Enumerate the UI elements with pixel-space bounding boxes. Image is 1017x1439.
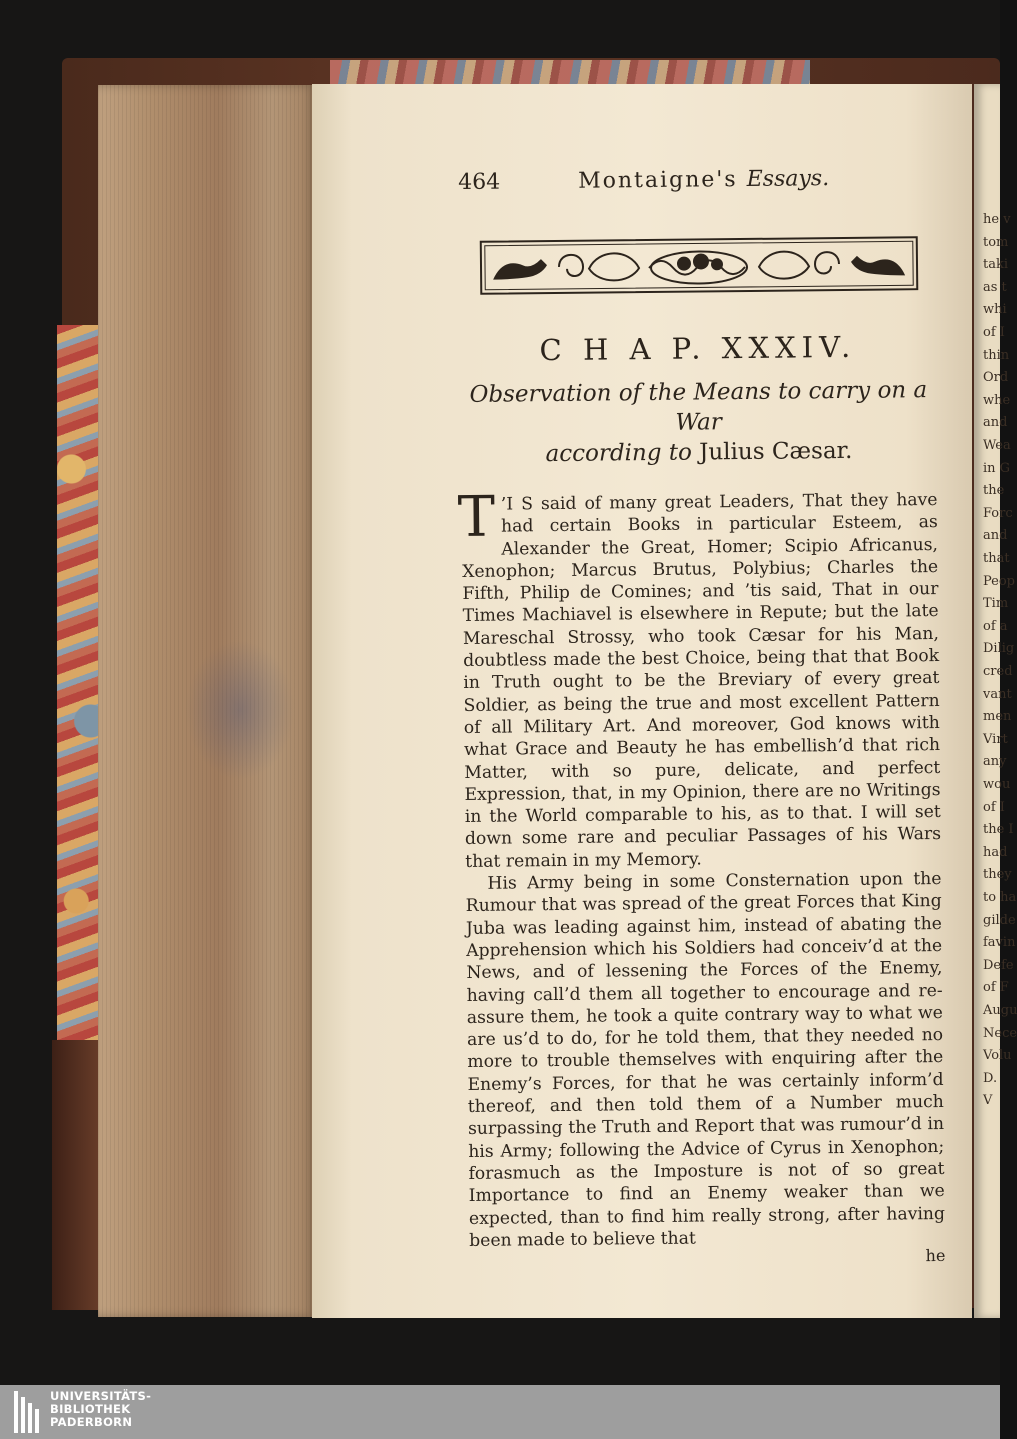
adjacent-page-fragment: Volu bbox=[983, 1048, 1012, 1064]
library-name-line-3: PADERBORN bbox=[50, 1415, 133, 1429]
adjacent-page-fragment: Augu bbox=[983, 1003, 1017, 1018]
adjacent-page-fragment: wou bbox=[983, 777, 1011, 792]
catchword: he bbox=[925, 1246, 946, 1266]
subtitle-italic: according to bbox=[545, 439, 693, 468]
adjacent-page-fragment: of I bbox=[983, 799, 1005, 815]
adjacent-page-fragment: cred bbox=[983, 664, 1013, 679]
adjacent-page-fragment: tom bbox=[983, 234, 1009, 250]
library-footer bbox=[0, 1385, 1000, 1439]
chapter-number: C H A P. XXXIV. bbox=[539, 329, 857, 368]
adjacent-page-fragment: vant bbox=[983, 686, 1012, 702]
adjacent-page-fragment: D. bbox=[983, 1070, 998, 1086]
adjacent-page-fragment: of I bbox=[983, 325, 1005, 340]
adjacent-page-fragment: thin bbox=[983, 347, 1010, 363]
adjacent-page-fragment: men bbox=[983, 709, 1012, 725]
adjacent-page-fragment: Dilig bbox=[983, 641, 1015, 657]
ornament-icon bbox=[479, 235, 920, 296]
adjacent-page-fragment: and bbox=[983, 415, 1008, 431]
body-text bbox=[457, 484, 946, 1272]
ink-stain bbox=[185, 640, 295, 780]
chapter-subtitle bbox=[460, 375, 937, 470]
adjacent-page-fragment: Ord bbox=[983, 370, 1009, 386]
adjacent-page-fragment: of F bbox=[983, 980, 1009, 996]
adjacent-page-fragment: the I bbox=[983, 822, 1014, 838]
library-name-line-1: UNIVERSITÄTS- bbox=[50, 1389, 152, 1403]
opening-apostrophe: ’ bbox=[500, 494, 507, 515]
adjacent-page-fragment: favin bbox=[983, 935, 1016, 951]
library-logo-icon bbox=[14, 1391, 44, 1433]
paragraph-1 bbox=[457, 484, 942, 873]
subtitle-line-1: Observation of the Means to carry on a War bbox=[469, 377, 928, 436]
adjacent-page-fragment: whi bbox=[983, 302, 1007, 318]
library-name bbox=[50, 1390, 151, 1429]
adjacent-page-fragment: Nece bbox=[983, 1025, 1017, 1041]
decorative-headpiece bbox=[479, 235, 920, 296]
adjacent-page-fragment: gilde bbox=[983, 912, 1016, 928]
adjacent-page-fragment: to ha bbox=[983, 890, 1017, 905]
subtitle-line-2 bbox=[461, 435, 937, 470]
adjacent-page-fragment: the bbox=[983, 483, 1005, 499]
adjacent-page-fragment: taki bbox=[983, 257, 1009, 273]
adjacent-page-edge bbox=[974, 84, 1017, 1318]
adjacent-page-fragment: V bbox=[983, 1093, 993, 1109]
subtitle-roman: Julius Cæsar. bbox=[699, 437, 853, 466]
paragraph-2: His Army being in some Consternation upon the Rumour that was spread of the great Forces that King Juba was leading against him, instead of abating the Apprehension which his Soldiers had conceiv’d at the News, and of lessening the Forces of the Enemy, having call’d them all together to encourage and re-assure them, he took a quite contrary way to what we are us’d to do, for he told them, that they needed no more to trouble themselves with enquiring after the Enemy’s Forces, for that he was certainly inform’d thereof, and then told them of a Number much surpassing the Truth and Report that was rumour’d in his Army; following the Advice of Cyrus in Xenophon; forasmuch as the Imposture is not of so great Importance to find an Enemy weaker than we expected, than to find him really strong, after having been made to believe that bbox=[465, 869, 946, 1251]
adjacent-page-fragment: Tim bbox=[983, 596, 1009, 612]
adjacent-page-fragment: any bbox=[983, 754, 1007, 770]
adjacent-page-fragment: of a bbox=[983, 618, 1008, 634]
adjacent-page-fragment: Defe bbox=[983, 957, 1014, 973]
library-name-line-2: BIBLIOTHEK bbox=[50, 1402, 131, 1416]
adjacent-page-fragment: Virt bbox=[983, 731, 1008, 747]
leather-corner bbox=[52, 1040, 102, 1310]
adjacent-page-fragment: that bbox=[983, 551, 1010, 566]
adjacent-page-fragment: Forc bbox=[983, 505, 1013, 521]
adjacent-page-fragment: had bbox=[983, 844, 1008, 860]
page-content bbox=[458, 165, 946, 1272]
paragraph-1-text: I S said of many great Leaders, That they have had certain Books in particular Esteem, as Alexander the Great, Homer; Scipio Africanus, Xenophon; Marcus Brutus, Polybius; Charles the Fifth, Philip de Comines; and ’tis said, That in our Times Machiavel is elsewhere in Repute; but the late Mareschal Strossy, who took Cæsar for his Man, doubtless made the best Choice, being that that Book in Truth ought to be the Breviary of every great Soldier, as being the true and most excellent Pattern of all Military Art. And moreover, God knows with what Grace and Beauty he has embellish’d that rich Matter, with so pure, delicate, and perfect Expression, that, in my Opinion, there are no Writings in the World comparable to his, as to that. I will set down some rare and peculiar Passages of his Wars that remain in my Memory. bbox=[462, 489, 942, 872]
adjacent-page-fragment: in G bbox=[983, 460, 1011, 476]
adjacent-page-fragment: Wea bbox=[983, 438, 1011, 453]
running-title-italic: Essays. bbox=[746, 166, 830, 192]
adjacent-page-fragment: and bbox=[983, 528, 1008, 544]
page-number: 464 bbox=[458, 169, 501, 195]
running-head bbox=[458, 165, 934, 204]
adjacent-page-fragment: as t bbox=[983, 279, 1007, 295]
running-title bbox=[578, 166, 829, 194]
adjacent-page-fragment: whe bbox=[983, 392, 1011, 408]
adjacent-page-fragment: they bbox=[983, 867, 1012, 883]
adjacent-page-fragment: Peop bbox=[983, 573, 1016, 589]
adjacent-page-fragment: he v bbox=[983, 212, 1011, 227]
drop-cap: T bbox=[457, 484, 496, 551]
running-title-text: Montaigne's bbox=[577, 167, 738, 194]
